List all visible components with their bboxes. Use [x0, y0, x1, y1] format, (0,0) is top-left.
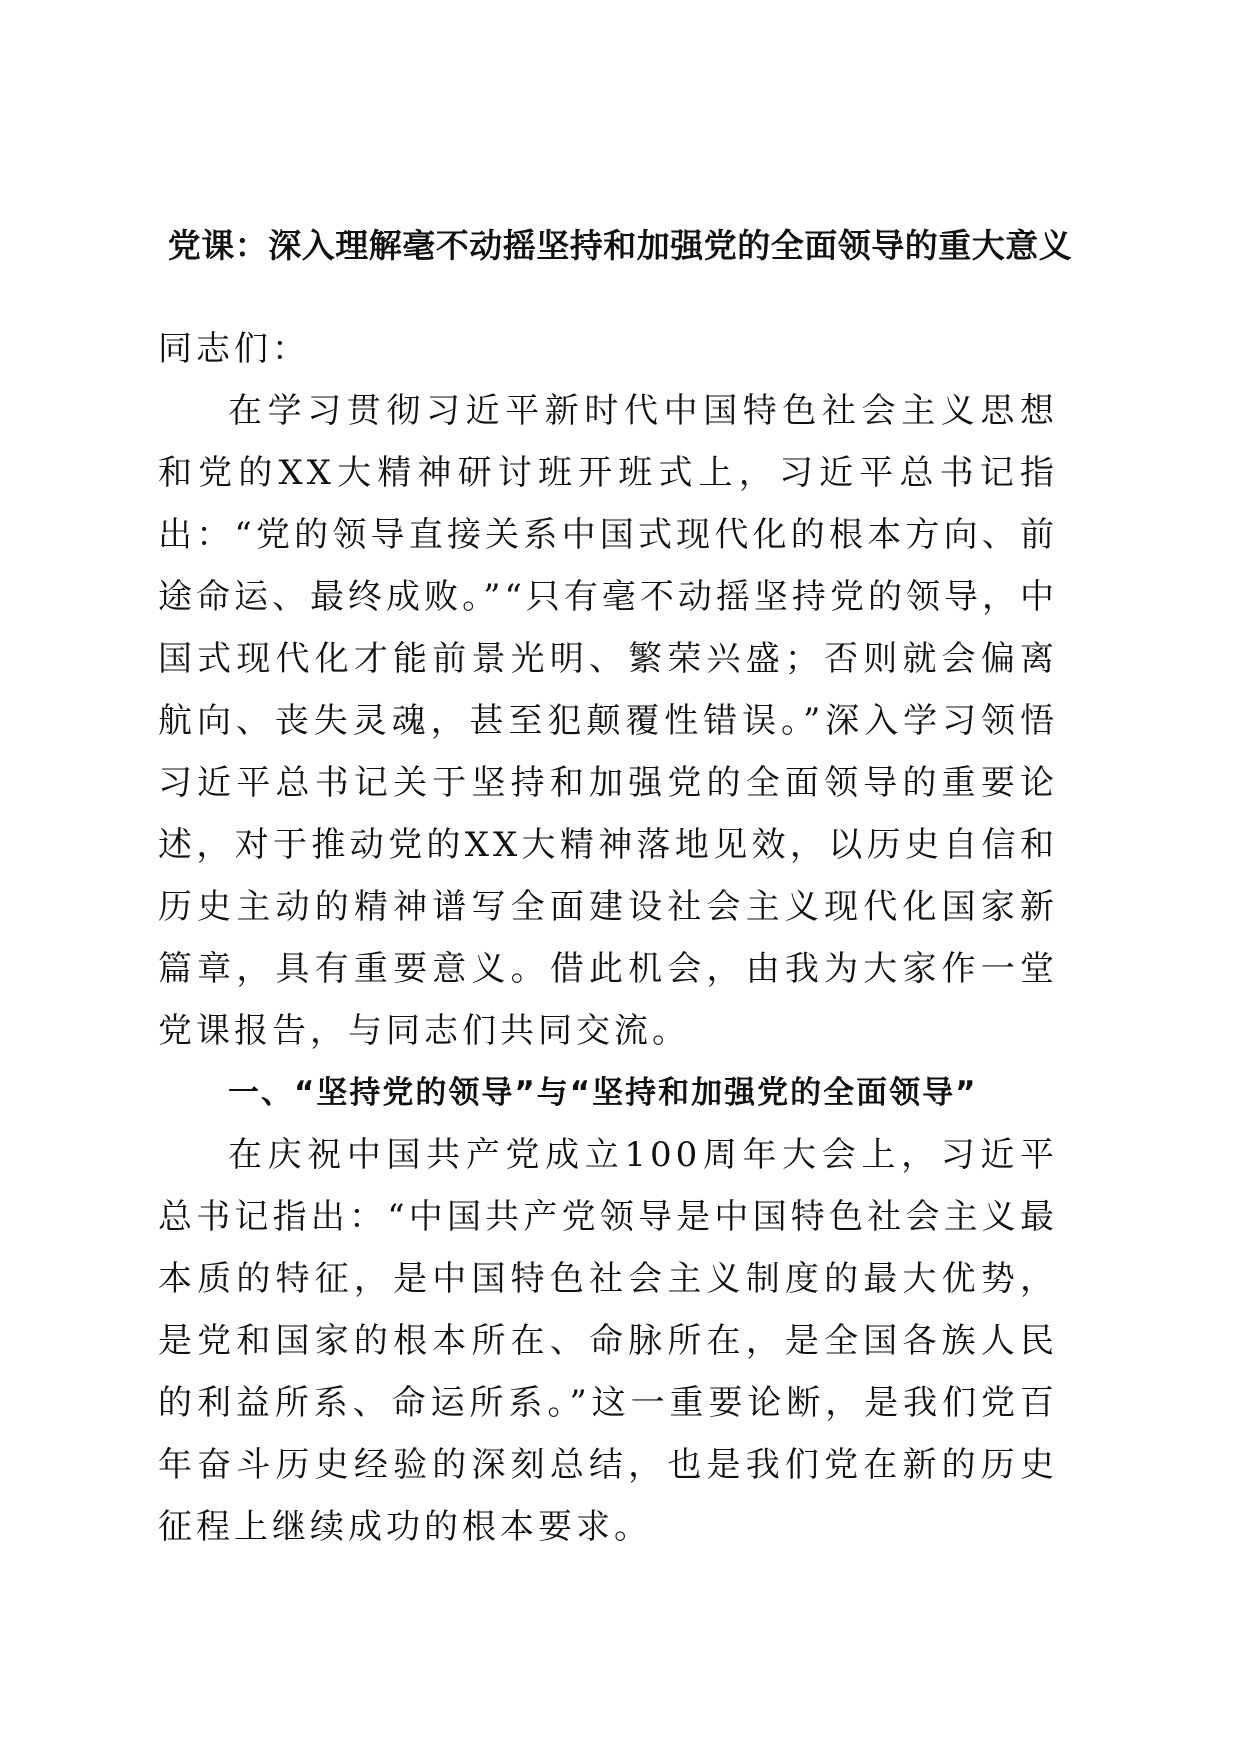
section-heading: 一、“坚持党的领导”与“坚持和加强党的全面领导”: [228, 1075, 978, 1111]
intro-paragraph: 在学习贯彻习近平新时代中国特色社会主义思想和党的XX大精神研讨班开班式上，习近平总书记指出：“党的领导直接关系中国式现代化的根本方向、前途命运、最终成败。”“只有毫不动摇坚持党的领导，中国式现代化才能前景光明、繁荣兴盛；否则就会偏离航向、丧失灵魂，甚至犯颠覆性错误。”深入学习领悟习近平总书记关于坚持和加强党的全面领导的重要论述，对于推动党的XX大精神落地见效，以历史自信和历史主动的精神谱写全面建设社会主义现代化国家新篇章，具有重要意义。借此机会，由我为大家作一堂党课报告，与同志们共同交流。: [158, 391, 1058, 1051]
document-title: 党课：深入理解毫不动摇坚持和加强党的全面领导的重大意义: [167, 226, 1073, 265]
section-paragraph: 在庆祝中国共产党成立100周年大会上，习近平总书记指出：“中国共产党领导是中国特色社会主义最本质的特征，是中国特色社会主义制度的最大优势，是党和国家的根本所在、命脉所在，是全国各族人民的利益所系、命运所系。”这一重要论断，是我们党百年奋斗历史经验的深刻总结，也是我们党在新的历史征程上继续成功的根本要求。: [158, 1135, 1058, 1547]
document-body: [158, 318, 1058, 1558]
salutation: 同志们：: [158, 329, 310, 369]
